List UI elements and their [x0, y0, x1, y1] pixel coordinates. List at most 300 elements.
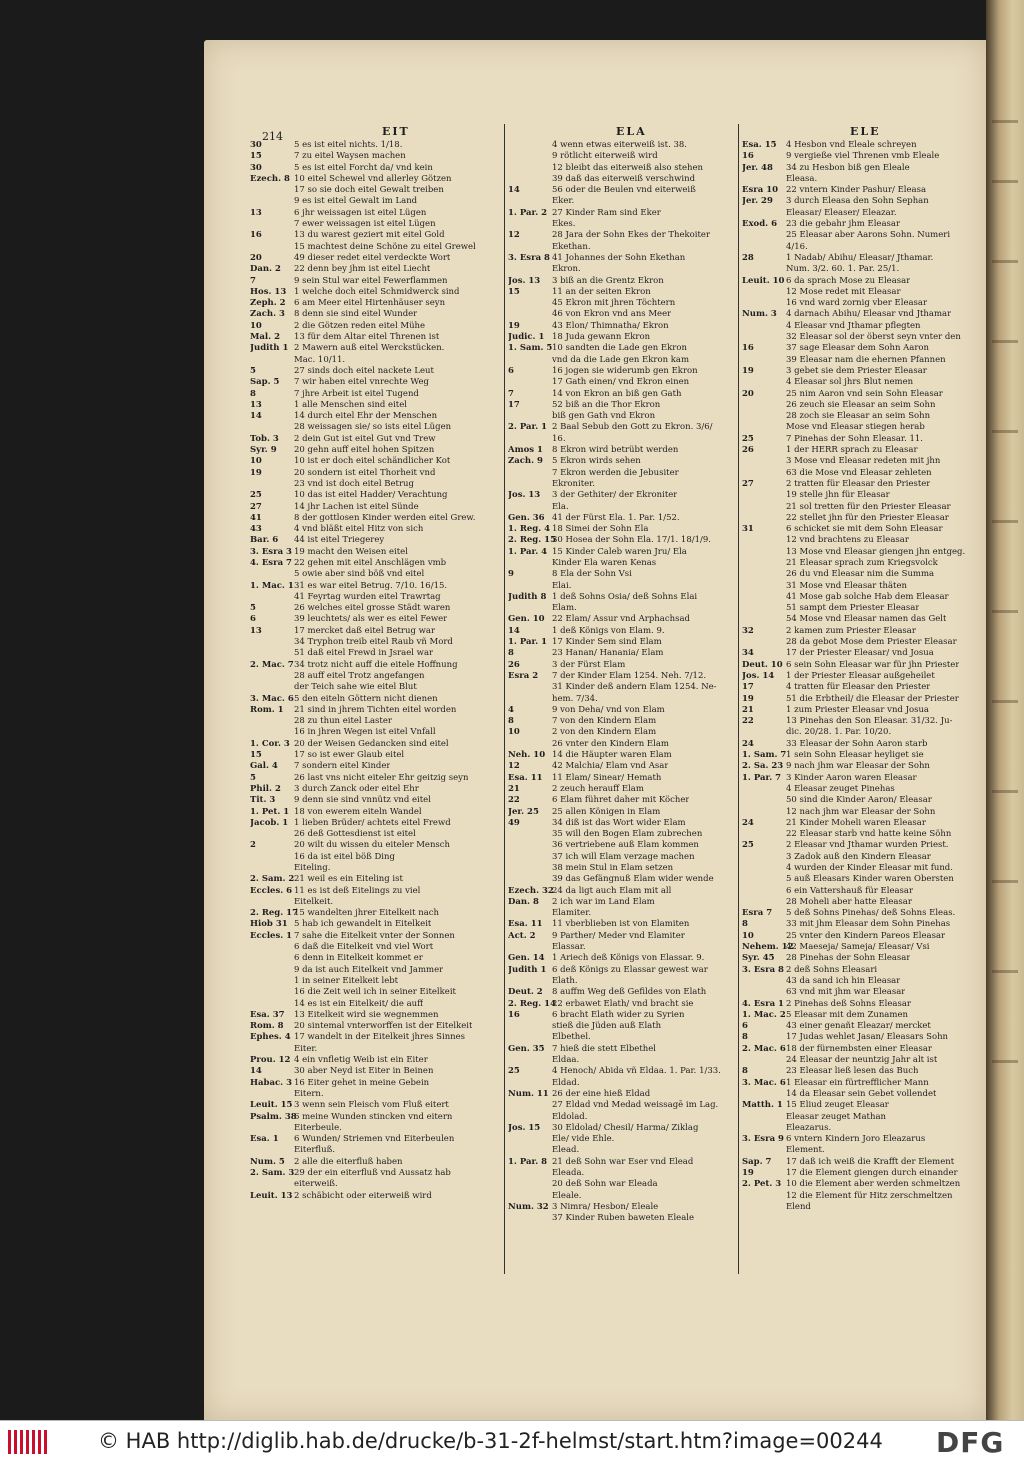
concordance-entry	[742, 490, 982, 501]
entry-text: 2 zeuch herauff Elam	[552, 783, 644, 794]
entry-reference: 10	[250, 456, 262, 467]
entry-reference: 3. Esra 8	[742, 964, 784, 975]
entry-text: 21 sol tretten für den Priester Eleasar	[786, 501, 951, 512]
column-header-2: ELA	[616, 125, 647, 138]
entry-text: 46 von Ekron vnd ans Meer	[552, 309, 672, 320]
entry-text: Elbethel.	[552, 1032, 591, 1043]
entry-reference: 10	[508, 727, 520, 738]
entry-text: 18 Simei der Sohn Ela	[552, 524, 649, 535]
concordance-entry	[508, 468, 736, 479]
entry-reference	[508, 151, 552, 162]
entry-reference: 2. Pet. 3	[742, 1179, 782, 1190]
entry-reference: Gen. 36	[508, 512, 545, 523]
entry-text: 10 ist er doch eitel schändlicher Kot	[294, 456, 451, 467]
entry-reference: 19	[508, 320, 520, 331]
concordance-entry	[250, 230, 502, 241]
entry-text: 21 Eleasar sprach zum Kriegsvolck	[786, 557, 938, 568]
entry-reference: 43	[250, 524, 262, 535]
entry-reference: 12	[508, 761, 520, 772]
entry-reference: 19	[742, 693, 754, 704]
entry-reference: 1. Mac. 1	[250, 580, 294, 591]
entry-reference: Esa. 11	[508, 772, 543, 783]
entry-text: 7 der Kinder Elam 1254. Neh. 7/12.	[552, 670, 707, 681]
concordance-entry	[250, 660, 502, 671]
entry-text: 30 Hosea der Sohn Ela. 17/1. 18/1/9.	[552, 535, 711, 546]
entry-text: 6 meine Wunden stincken vnd eitern	[294, 1111, 453, 1122]
entry-reference	[508, 264, 552, 275]
entry-text: 43 einer genañt Eleazar/ mercket	[786, 1021, 931, 1032]
concordance-entry	[508, 321, 736, 332]
entry-reference: Deut. 10	[742, 659, 783, 670]
concordance-entry	[508, 445, 736, 456]
entry-text: 5 deß Sohns Pinehas/ deß Sohns Eleas.	[786, 908, 956, 919]
entry-text: 14 da Eleasar sein Gebet vollendet	[786, 1088, 937, 1099]
entry-reference	[250, 1089, 294, 1100]
entry-reference	[508, 140, 552, 151]
entry-reference	[742, 502, 786, 513]
entry-text: Eleasar/ Eleaser/ Eleazar.	[786, 207, 897, 218]
concordance-entry	[742, 400, 982, 411]
entry-text: 4 wenn etwas eiterweiß ist. 38.	[552, 140, 687, 150]
entry-reference: Rom. 1	[250, 704, 284, 715]
concordance-entry	[250, 411, 502, 422]
concordance-entry	[250, 1032, 502, 1043]
concordance-entry	[250, 1010, 502, 1021]
entry-text: 36 vertriebene auß Elam kommen	[552, 840, 699, 851]
entry-text: 18 von ewerem eiteln Wandel	[294, 806, 422, 817]
concordance-entry	[508, 829, 736, 840]
entry-reference	[742, 355, 786, 366]
entry-text: Ela.	[552, 501, 569, 512]
concordance-entry	[508, 637, 736, 648]
entry-reference	[742, 1145, 786, 1156]
entry-text: 39 daß das eiterweiß verschwind	[552, 173, 696, 184]
concordance-entry	[250, 999, 502, 1010]
entry-reference	[250, 592, 294, 603]
concordance-entry	[250, 1191, 502, 1202]
entry-reference: 16	[742, 343, 754, 354]
concordance-entry	[250, 264, 502, 275]
entry-text: 22 erbawet Elath/ vnd bracht sie	[552, 998, 694, 1009]
entry-reference: 25	[508, 1066, 520, 1077]
concordance-entry	[742, 942, 982, 953]
entry-text: 23 vnd ist doch eitel Betrug	[294, 478, 414, 489]
entry-text: biß gen Gath vnd Ekron	[552, 411, 656, 422]
entry-reference	[508, 976, 552, 987]
entry-text: 3 Zadok auß den Kindern Eleasar	[786, 851, 931, 862]
entry-reference	[508, 468, 552, 479]
entry-reference	[742, 332, 786, 343]
concordance-entry	[508, 750, 736, 761]
concordance-entry	[508, 196, 736, 207]
entry-text: 43 da sand ich hin Eleasar	[786, 975, 901, 986]
entry-text: 43 Elon/ Thimnatha/ Ekron	[552, 320, 669, 331]
entry-text: 17 wandelt in der Eitelkeit jhres Sinnes	[294, 1032, 466, 1043]
entry-text: Elead.	[552, 1145, 580, 1156]
entry-reference: 1. Cor. 3	[250, 738, 290, 749]
entry-text: 16 jogen sie widerumb gen Ekron	[552, 365, 698, 376]
entry-reference: Ezech. 32	[508, 885, 554, 896]
entry-text: 21 Kinder Moheli waren Eleasar	[786, 817, 926, 828]
concordance-entry	[742, 479, 982, 490]
entry-reference	[250, 242, 294, 253]
entry-reference: 3. Mac. 6	[250, 693, 294, 704]
entry-text: 21 deß Sohn war Eser vnd Elead	[552, 1156, 694, 1167]
entry-text: 24 Eleasar der neuntzig Jahr alt ist	[786, 1055, 938, 1066]
concordance-entry	[742, 276, 982, 287]
entry-reference: 3. Esra 9	[742, 1134, 784, 1145]
entry-reference	[508, 242, 552, 253]
entry-text: 5 hab ich gewandelt in Eitelkeit	[294, 919, 432, 930]
entry-reference	[742, 321, 786, 332]
concordance-entry	[250, 1123, 502, 1134]
concordance-entry	[742, 1202, 982, 1213]
copyright-link[interactable]: © HAB http://diglib.hab.de/drucke/b-31-2f-helmst/start.htm?image=00244	[98, 1429, 883, 1453]
concordance-entry	[742, 919, 982, 930]
entry-text: 22 stellet jhn für den Priester Eleasar	[786, 512, 949, 523]
entry-reference: Gal. 4	[250, 761, 278, 772]
entry-text: 28 weissagen sie/ so ists eitel Lügen	[294, 422, 452, 433]
concordance-entry	[250, 309, 502, 320]
concordance-entry	[508, 219, 736, 230]
entry-text: 6 vntern Kindern Joro Eleazarus	[786, 1134, 926, 1145]
entry-reference: 5	[250, 365, 256, 376]
entry-reference: Jos. 13	[508, 275, 541, 286]
entry-text: 6 bracht Elath wider zu Syrien	[552, 1009, 685, 1020]
concordance-entry	[508, 908, 736, 919]
entry-text: Elend	[786, 1201, 811, 1212]
entry-reference: 1. Par. 8	[508, 1156, 548, 1167]
entry-reference	[742, 377, 786, 388]
entry-text: 5 auß Eleasars Kinder waren Obersten	[786, 874, 954, 885]
entry-text: 2 ich war im Land Elam	[552, 896, 655, 907]
entry-reference: Leuit. 13	[250, 1190, 293, 1201]
concordance-entry	[250, 502, 502, 513]
entry-reference	[742, 987, 786, 998]
entry-reference: Esa. 1	[250, 1134, 279, 1145]
concordance-entry	[508, 1202, 736, 1213]
concordance-entry	[250, 795, 502, 806]
entry-text: 5 es ist eitel nichts. 1/18.	[294, 140, 403, 150]
entry-reference: 31	[742, 524, 754, 535]
concordance-entry	[742, 287, 982, 298]
entry-text: 4 tratten für Eleasar den Priester	[786, 682, 931, 693]
concordance-entry	[742, 987, 982, 998]
entry-text: 3 Kinder Aaron waren Eleasar	[786, 772, 917, 783]
concordance-entry	[508, 897, 736, 908]
concordance-entry	[742, 468, 982, 479]
entry-text: 17 so ist ewer Glaub eitel	[294, 750, 405, 761]
entry-text: 9 rötlicht eiterweiß wird	[552, 151, 658, 162]
entry-reference: 6	[742, 1021, 748, 1032]
entry-text: 3 wenn sein Fleisch vom Fluß eitert	[294, 1100, 449, 1111]
concordance-entry	[250, 614, 502, 625]
concordance-entry	[250, 163, 502, 174]
entry-reference	[250, 716, 294, 727]
viewer-footer	[0, 1420, 1024, 1462]
entry-reference: Eccles. 6	[250, 885, 293, 896]
entry-reference: Dan. 8	[508, 896, 539, 907]
concordance-entry	[742, 1123, 982, 1134]
entry-text: 33 Eleasar der Sohn Aaron starb	[786, 738, 928, 749]
concordance-entry	[250, 965, 502, 976]
entry-reference	[250, 999, 294, 1010]
concordance-entry	[742, 140, 982, 151]
entry-text: 13 Mose vnd Eleasar giengen jhn entgeg.	[786, 546, 966, 557]
entry-text: 29 der ein eiterfluß vnd Aussatz hab	[294, 1168, 451, 1179]
column-rule	[738, 124, 739, 1274]
concordance-entry	[742, 795, 982, 806]
entry-reference	[742, 863, 786, 874]
entry-text: 1 lieben Brüder/ achtets eitel Frewd	[294, 817, 451, 828]
entry-text: 6 daß die Eitelkeit vnd viel Wort	[294, 942, 434, 953]
concordance-entry	[742, 694, 982, 705]
concordance-entry	[508, 535, 736, 546]
entry-text: 50 sind die Kinder Aaron/ Eleasar	[786, 795, 932, 806]
entry-reference	[742, 852, 786, 863]
entry-text: Eleasa.	[786, 173, 818, 184]
concordance-entry	[250, 332, 502, 343]
entry-text: 31 Mose vnd Eleasar thäten	[786, 580, 907, 591]
concordance-entry	[250, 705, 502, 716]
entry-text: 15 machtest deine Schöne zu eitel Grewel	[294, 241, 476, 252]
entry-reference: Esa. 15	[742, 140, 777, 150]
concordance-entry	[250, 840, 502, 851]
concordance-entry	[742, 1055, 982, 1066]
entry-reference	[508, 1168, 552, 1179]
concordance-entry	[508, 276, 736, 287]
concordance-entry	[742, 445, 982, 456]
concordance-entry	[742, 1145, 982, 1156]
concordance-entry	[742, 321, 982, 332]
entry-text: 9 es ist eitel Gewalt im Land	[294, 196, 418, 207]
entry-reference: 13	[250, 625, 262, 636]
entry-text: 15 Kinder Caleb waren Jru/ Ela	[552, 546, 687, 557]
entry-reference: 4	[508, 704, 514, 715]
concordance-entry	[508, 253, 736, 264]
entry-reference: Exod. 6	[742, 219, 777, 230]
entry-text: 51 die Erbtheil/ die Eleasar der Priester	[786, 693, 959, 704]
entry-reference: 15	[250, 750, 262, 761]
concordance-entry	[508, 1100, 736, 1111]
concordance-entry	[508, 411, 736, 422]
entry-text: 6 da sprach Mose zu Eleasar	[786, 275, 911, 286]
entry-text: 28 auff eitel Trotz angefangen	[294, 670, 425, 681]
entry-text: 41 Feyrtag wurden eitel Trawrtag	[294, 591, 441, 602]
entry-reference: 17	[742, 682, 754, 693]
concordance-entry	[742, 332, 982, 343]
entry-reference	[742, 1123, 786, 1134]
entry-reference	[250, 897, 294, 908]
entry-text: 8 der gottlosen Kinder werden eitel Grew.	[294, 512, 476, 523]
concordance-entry	[250, 366, 502, 377]
concordance-entry	[508, 1168, 736, 1179]
entry-reference: 5	[250, 772, 256, 783]
entry-text: 6 jhr weissagen ist eitel Lügen	[294, 207, 427, 218]
entry-reference: 2. Par. 1	[508, 422, 548, 433]
entry-text: 26 welches eitel grosse Städt waren	[294, 603, 451, 614]
entry-text: 2 Pinehas deß Sohns Eleasar	[786, 998, 911, 1009]
concordance-entry	[742, 592, 982, 603]
entry-reference	[742, 886, 786, 897]
entry-reference: Num. 32	[508, 1201, 549, 1212]
concordance-entry	[508, 784, 736, 795]
entry-text: Eleale.	[552, 1190, 582, 1201]
entry-text: 17 Judas wehlet Jasan/ Eleasars Sohn	[786, 1032, 949, 1043]
entry-text: 1 deß Königs von Elam. 9.	[552, 625, 665, 636]
concordance-entry	[742, 163, 982, 174]
concordance-entry	[508, 513, 736, 524]
concordance-entry	[742, 1112, 982, 1123]
entry-text: 28 Moheli aber hatte Eleasar	[786, 896, 912, 907]
concordance-entry	[742, 818, 982, 829]
concordance-entry	[250, 818, 502, 829]
entry-reference: Zach. 9	[508, 456, 543, 467]
concordance-entry	[250, 581, 502, 592]
entry-text: 54 Mose vnd Eleasar namen das Gelt	[786, 614, 947, 625]
entry-reference: Jer. 29	[742, 196, 773, 207]
entry-reference: Nehem. 12	[742, 942, 794, 953]
concordance-entry	[250, 682, 502, 693]
entry-reference	[742, 727, 786, 738]
concordance-entry	[508, 309, 736, 320]
entry-text: 12 bleibt das eiterweiß also stehen	[552, 162, 703, 173]
entry-reference	[250, 1123, 294, 1134]
entry-text: 3 der Fürst Elam	[552, 659, 626, 670]
entry-reference: Phil. 2	[250, 783, 281, 794]
entry-reference	[250, 185, 294, 196]
entry-reference	[742, 829, 786, 840]
entry-reference	[250, 1044, 294, 1055]
entry-text: 17 daß ich weiß die Krafft der Element	[786, 1156, 955, 1167]
concordance-entry	[508, 818, 736, 829]
entry-reference	[508, 682, 552, 693]
concordance-entry	[742, 953, 982, 964]
entry-reference: Amos 1	[508, 445, 543, 456]
concordance-entry	[250, 671, 502, 682]
entry-reference: 26	[742, 445, 754, 456]
entry-text: 11 Elam/ Sinear/ Hemath	[552, 772, 662, 783]
concordance-entry	[250, 1055, 502, 1066]
concordance-entry	[250, 445, 502, 456]
entry-reference: Matth. 1	[742, 1100, 783, 1111]
entry-text: 22 denn bey jhm ist eitel Liecht	[294, 264, 431, 275]
entry-text: 1 der HERR sprach zu Eleasar	[786, 445, 918, 456]
concordance-entry	[250, 908, 502, 919]
entry-reference: 14	[508, 625, 520, 636]
concordance-column-3	[742, 140, 982, 1213]
concordance-entry	[508, 479, 736, 490]
entry-text: 32 Eleasar sol der öberst seyn vnter den	[786, 332, 961, 343]
entry-reference: 13	[250, 399, 262, 410]
entry-reference: 1. Par. 1	[508, 637, 548, 648]
concordance-entry	[508, 174, 736, 185]
entry-reference: 3. Esra 3	[250, 546, 292, 557]
concordance-entry	[508, 1044, 736, 1055]
concordance-entry	[508, 874, 736, 885]
entry-reference	[508, 863, 552, 874]
concordance-entry	[250, 829, 502, 840]
entry-text: 35 will den Bogen Elam zubrechen	[552, 829, 703, 840]
entry-text: Elath.	[552, 975, 578, 986]
entry-text: 22 gehen mit eitel Anschlägen vmb	[294, 557, 447, 568]
entry-reference	[508, 309, 552, 320]
entry-text: 2 deß Sohns Eleasari	[786, 964, 878, 975]
entry-text: 41 der Fürst Ela. 1. Par. 1/52.	[552, 512, 680, 523]
entry-reference	[742, 1202, 786, 1213]
concordance-entry	[508, 807, 736, 818]
entry-reference: Esra 7	[742, 908, 773, 919]
entry-reference: 21	[508, 783, 520, 794]
entry-reference: Tit. 3	[250, 795, 276, 806]
concordance-entry	[508, 592, 736, 603]
concordance-entry	[508, 660, 736, 671]
entry-reference	[508, 174, 552, 185]
hab-logo-icon	[8, 1430, 48, 1454]
entry-text: 23 die gebahr jhm Eleasar	[786, 219, 901, 230]
entry-text: 19 stelle jhn für Eleasar	[786, 490, 890, 501]
entry-reference	[742, 400, 786, 411]
entry-reference: 4. Esra 1	[742, 998, 784, 1009]
concordance-entry	[742, 999, 982, 1010]
entry-reference: Prou. 12	[250, 1055, 291, 1066]
entry-reference: 3. Mac. 6	[742, 1077, 786, 1088]
entry-reference	[508, 739, 552, 750]
entry-text: 31 Kinder deß andern Elam 1254. Ne-	[552, 682, 717, 693]
entry-text: 10 das ist eitel Hadder/ Verachtung	[294, 490, 448, 501]
entry-text: 9 nach jhm war Eleasar der Sohn	[786, 761, 930, 772]
entry-reference: Esa. 11	[508, 919, 543, 930]
entry-reference: 1. Par. 7	[742, 772, 782, 783]
concordance-entry	[508, 705, 736, 716]
entry-text: Elamiter.	[552, 908, 592, 919]
entry-reference: 19	[742, 1168, 754, 1179]
concordance-entry	[742, 1089, 982, 1100]
entry-text: 11 vberblieben ist von Elamiten	[552, 919, 690, 930]
concordance-entry	[742, 852, 982, 863]
column-rule	[504, 124, 505, 1274]
entry-text: 42 Maeseja/ Sameja/ Eleasar/ Vsi	[786, 942, 930, 953]
entry-reference	[508, 694, 552, 705]
entry-reference	[742, 569, 786, 580]
entry-reference	[250, 422, 294, 433]
entry-text: 33 mit jhm Eleasar dem Sohn Pinehas	[786, 919, 951, 930]
concordance-entry	[508, 140, 736, 151]
concordance-entry	[508, 603, 736, 614]
concordance-entry	[742, 434, 982, 445]
entry-text: 14 jhr Lachen ist eitel Sünde	[294, 501, 419, 512]
concordance-entry	[250, 773, 502, 784]
entry-reference	[742, 976, 786, 987]
entry-text: Elam.	[552, 603, 577, 614]
entry-text: 20 der Weisen Gedancken sind eitel	[294, 738, 449, 749]
entry-reference	[250, 829, 294, 840]
entry-reference: Judic. 1	[508, 332, 545, 343]
entry-reference	[250, 987, 294, 998]
entry-reference: Gen. 14	[508, 953, 545, 964]
entry-reference: 8	[742, 1066, 748, 1077]
entry-reference: 34	[742, 648, 754, 659]
entry-text: 37 Kinder Ruben baweten Eleale	[552, 1213, 695, 1224]
entry-text: 26 deß Gottesdienst ist eitel	[294, 829, 416, 840]
entry-reference: 1. Sam. 7	[742, 750, 787, 761]
entry-reference	[250, 196, 294, 207]
entry-reference	[508, 355, 552, 366]
entry-text: 5 es ist eitel Forcht da/ vnd kein	[294, 162, 433, 173]
concordance-entry	[508, 1032, 736, 1043]
concordance-entry	[508, 400, 736, 411]
concordance-entry	[250, 185, 502, 196]
